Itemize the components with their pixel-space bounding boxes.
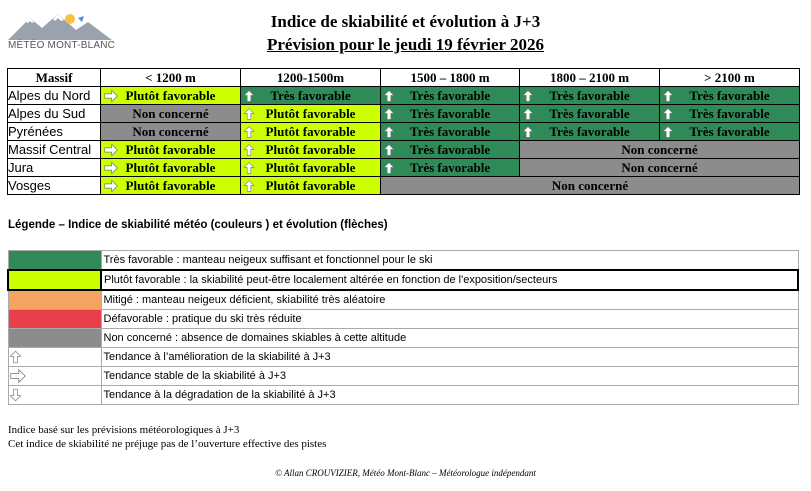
credit: © Allan CROUVIZIER, Météo Mont-Blanc – Météorologue indépendant (275, 468, 536, 478)
column-header: 1800 – 2100 m (520, 69, 660, 87)
trend-arrow (383, 89, 395, 106)
trend-arrow (662, 89, 674, 106)
skiability-cell (241, 87, 381, 105)
column-header: 1200-1500m (241, 69, 381, 87)
arrow-up-icon (243, 161, 255, 175)
trend-arrow (662, 125, 674, 142)
arrow-up-icon (662, 89, 674, 103)
cell-label: Très favorable (409, 160, 491, 175)
arrow-right-icon (103, 89, 119, 103)
skiability-cell (101, 141, 241, 159)
arrow-up-icon (243, 89, 255, 103)
arrow-up-icon (383, 161, 395, 175)
column-header: > 2100 m (660, 69, 800, 87)
trend-arrow (662, 107, 674, 124)
skiability-cell (241, 177, 381, 195)
skiability-cell (381, 123, 520, 141)
skiability-cell (660, 105, 800, 123)
trend-arrow (383, 143, 395, 160)
cell-label: Très favorable (270, 88, 351, 103)
skiability-cell (101, 159, 241, 177)
cell-label: Plutôt favorable (265, 160, 356, 175)
arrow-up-icon (383, 143, 395, 157)
page-subtitle: Prévision pour le jeudi 19 février 2026 (266, 35, 544, 54)
trend-arrow (522, 89, 534, 106)
skiability-cell (520, 123, 660, 141)
trend-arrow (103, 143, 119, 160)
skiability-cell (241, 105, 381, 123)
trend-arrow (243, 125, 255, 142)
arrow-right-icon (9, 368, 27, 384)
cell-label: Plutôt favorable (125, 88, 216, 103)
table-row (8, 87, 800, 105)
legend-arrow (8, 386, 101, 405)
skiability-cell (660, 87, 800, 105)
table-row (8, 123, 800, 141)
trend-arrow (522, 125, 534, 142)
arrow-right-icon (103, 143, 119, 157)
skiability-cell (101, 87, 241, 105)
table-row (8, 141, 800, 159)
skiability-cell (101, 105, 241, 123)
skiability-cell (520, 159, 800, 177)
skiability-cell (241, 159, 381, 177)
trend-arrow (243, 89, 255, 106)
trend-arrow (103, 179, 119, 196)
legend-row (8, 367, 798, 386)
legend-text: Défavorable : pratique du ski très réduite (101, 310, 798, 329)
cell-label: Plutôt favorable (265, 124, 356, 139)
legend-row (8, 386, 798, 405)
skiability-cell (520, 105, 660, 123)
trend-arrow (383, 161, 395, 178)
arrow-up-icon (383, 89, 395, 103)
trend-arrow (243, 161, 255, 178)
skiability-cell (241, 123, 381, 141)
massif-name: Pyrénées (8, 123, 101, 141)
skiability-cell (381, 177, 800, 195)
massif-name: Alpes du Sud (8, 105, 101, 123)
legend-row (8, 270, 798, 290)
arrow-down-icon (9, 387, 22, 403)
legend-text: Mitigé : manteau neigeux déficient, skiabilité très aléatoire (101, 290, 798, 310)
skiability-table (7, 68, 800, 195)
logo-text: MÉTÉO MONT-BLANC (8, 40, 116, 51)
arrow-up-icon (522, 125, 534, 139)
legend-text: Tendance à la dégradation de la skiabilité à J+3 (101, 386, 798, 405)
note-1: Indice basé sur les prévisions météorologiques à J+3 (8, 424, 240, 436)
column-header: < 1200 m (101, 69, 241, 87)
legend-swatch (8, 270, 101, 290)
legend-text: Tendance à l’amélioration de la skiabilité à J+3 (101, 348, 798, 367)
cell-label: Plutôt favorable (265, 142, 356, 157)
page-title: Indice de skiabilité et évolution à J+3 (270, 12, 541, 31)
cell-label: Très favorable (409, 124, 491, 139)
arrow-up-icon (522, 89, 534, 103)
cell-label: Non concerné (132, 106, 209, 121)
skiability-cell (520, 87, 660, 105)
trend-arrow (243, 179, 255, 196)
skiability-cell (381, 141, 520, 159)
cell-label: Non concerné (621, 160, 698, 175)
legend-text: Tendance stable de la skiabilité à J+3 (101, 367, 798, 386)
legend-row (8, 310, 798, 329)
arrow-up-icon (243, 125, 255, 139)
cell-label: Très favorable (409, 142, 491, 157)
legend-arrow (8, 348, 101, 367)
legend-text: Non concerné : absence de domaines skiables à cette altitude (101, 329, 798, 348)
legend-table (7, 250, 799, 405)
arrow-right-icon (103, 179, 119, 193)
massif-name: Massif Central (8, 141, 101, 159)
cell-label: Très favorable (549, 124, 630, 139)
arrow-up-icon (243, 107, 255, 121)
legend-arrow (8, 367, 101, 386)
skiability-cell (101, 177, 241, 195)
note-2: Cet indice de skiabilité ne préjuge pas de l’ouverture effective des pistes (8, 438, 327, 450)
skiability-cell (520, 141, 800, 159)
cell-label: Très favorable (689, 106, 770, 121)
column-header: Massif (8, 69, 101, 87)
legend-swatch (8, 251, 101, 271)
trend-arrow (103, 161, 119, 178)
arrow-up-icon (243, 179, 255, 193)
arrow-up-icon (383, 125, 395, 139)
legend-row (8, 329, 798, 348)
cell-label: Plutôt favorable (265, 178, 356, 193)
legend-row (8, 348, 798, 367)
skiability-cell (241, 141, 381, 159)
skiability-cell (381, 87, 520, 105)
cell-label: Non concerné (621, 142, 698, 157)
massif-name: Jura (8, 159, 101, 177)
legend-title: Légende – Indice de skiabilité météo (couleurs ) et évolution (flèches) (8, 219, 388, 231)
trend-arrow (383, 107, 395, 124)
cell-label: Plutôt favorable (125, 142, 216, 157)
massif-name: Alpes du Nord (8, 87, 101, 105)
arrow-up-icon (522, 107, 534, 121)
table-row (8, 177, 800, 195)
skiability-cell (660, 123, 800, 141)
skiability-cell (101, 123, 241, 141)
arrow-up-icon (662, 125, 674, 139)
legend-text: Très favorable : manteau neigeux suffisant et fonctionnel pour le ski (101, 251, 798, 271)
massif-name: Vosges (8, 177, 101, 195)
trend-arrow (243, 107, 255, 124)
legend-swatch (8, 290, 101, 310)
legend-text: Plutôt favorable : la skiabilité peut-être localement altérée en fonction de l'exposition/secteurs (101, 270, 798, 290)
trend-arrow (383, 125, 395, 142)
cell-label: Plutôt favorable (125, 178, 216, 193)
arrow-up-icon (9, 349, 22, 365)
arrow-up-icon (662, 107, 674, 121)
cell-label: Non concerné (551, 178, 629, 193)
table-row (8, 159, 800, 177)
legend-row (8, 290, 798, 310)
cell-label: Très favorable (409, 106, 491, 121)
cell-label: Très favorable (549, 88, 630, 103)
cell-label: Très favorable (549, 106, 630, 121)
cell-label: Plutôt favorable (125, 160, 216, 175)
table-header-row (8, 69, 800, 87)
cell-label: Très favorable (689, 88, 770, 103)
arrow-right-icon (103, 161, 119, 175)
cell-label: Plutôt favorable (265, 106, 356, 121)
trend-arrow (522, 107, 534, 124)
cell-label: Non concerné (132, 124, 209, 139)
table-row (8, 105, 800, 123)
trend-arrow (103, 89, 119, 106)
skiability-cell (381, 105, 520, 123)
legend-swatch (8, 329, 101, 348)
legend-swatch (8, 310, 101, 329)
trend-arrow (243, 143, 255, 160)
arrow-up-icon (383, 107, 395, 121)
legend-row (8, 251, 798, 271)
skiability-cell (381, 159, 520, 177)
column-header: 1500 – 1800 m (381, 69, 520, 87)
cell-label: Très favorable (689, 124, 770, 139)
cell-label: Très favorable (409, 88, 491, 103)
arrow-up-icon (243, 143, 255, 157)
